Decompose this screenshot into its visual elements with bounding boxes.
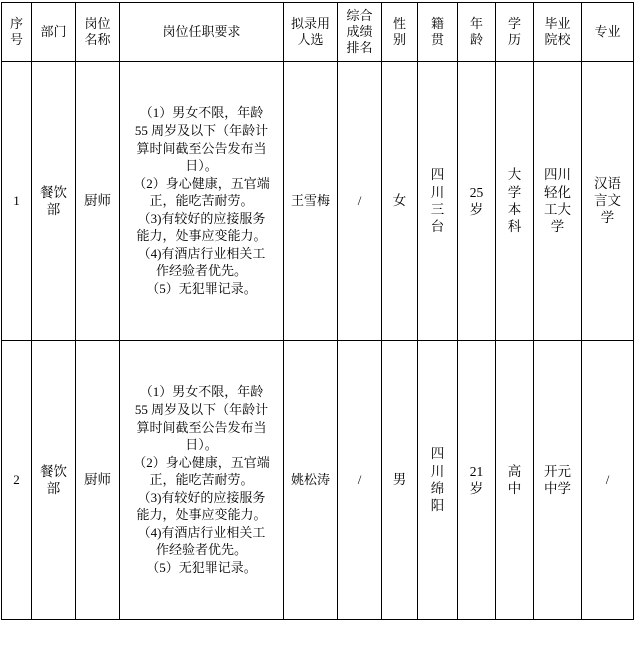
cell-rank: / (338, 341, 382, 620)
cell-index: 1 (2, 62, 32, 341)
header-origin-line-1: 籍 (430, 15, 444, 31)
cell-school-text: 四川 轻化 工大 学 (544, 167, 571, 235)
header-rank-line-2: 成绩 (346, 23, 373, 39)
header-department (32, 3, 76, 62)
cell-requirements (120, 341, 284, 620)
cell-origin-text: 四 川 三 台 (430, 167, 445, 235)
header-gender-line-1: 性 (392, 15, 406, 31)
cell-gender (382, 341, 418, 620)
header-index-line-1: 序 (9, 15, 23, 31)
requirement-line: 作经验者优先。 (155, 542, 247, 558)
recruitment-table (1, 2, 634, 620)
requirement-line: 算时间截至公告发布当 (136, 140, 267, 156)
header-candidate-line-2: 人选 (297, 32, 324, 47)
cell-age-text: 21 岁 (469, 463, 484, 496)
requirement-line: 正，能吃苦耐劳。 (149, 472, 254, 488)
requirement-line: （3)有较好的应接服务 (137, 210, 266, 226)
cell-origin (418, 62, 458, 341)
cell-school (534, 341, 582, 620)
header-gender-line-2: 别 (392, 32, 406, 47)
cell-post-text: 厨师 (84, 193, 111, 209)
cell-gender-text: 男 (392, 472, 407, 488)
requirement-line: 能力，处事应变能力。 (136, 228, 267, 244)
cell-candidate: 王雪梅 (284, 62, 338, 341)
requirement-line: 作经验者优先。 (155, 263, 247, 279)
header-index-line-2: 号 (9, 32, 23, 47)
cell-post (76, 62, 120, 341)
requirement-line: 能力，处事应变能力。 (136, 507, 267, 523)
header-school-line-1: 毕业 (544, 15, 571, 31)
requirement-line: （4)有酒店行业相关工 (137, 524, 266, 540)
header-candidate (284, 3, 338, 62)
header-rank-line-3: 排名 (346, 40, 373, 56)
header-index (2, 3, 32, 62)
header-post-line-2: 名称 (84, 32, 111, 47)
requirement-line: （1）男女不限，年龄 (139, 384, 264, 400)
cell-education (496, 62, 534, 341)
cell-department-text: 餐饮 部 (40, 184, 67, 217)
cell-gender (382, 62, 418, 341)
requirement-line: （3)有较好的应接服务 (137, 489, 266, 505)
cell-gender-text: 女 (392, 193, 407, 209)
requirement-line: （5）无犯罪记录。 (146, 280, 257, 296)
header-age-line-2: 龄 (469, 32, 483, 47)
header-department-line-1: 部门 (40, 23, 67, 39)
header-origin-line-2: 贯 (430, 32, 444, 47)
requirement-line: 正，能吃苦耐劳。 (149, 193, 254, 209)
cell-age-text: 25 岁 (469, 184, 484, 217)
cell-origin-text: 四 川 绵 阳 (430, 446, 445, 514)
header-origin (418, 3, 458, 62)
header-rank (338, 3, 382, 62)
requirement-line: （1）男女不限，年龄 (139, 105, 264, 121)
header-candidate-line-1: 拟录用 (290, 15, 330, 31)
header-education (496, 3, 534, 62)
cell-age (458, 341, 496, 620)
requirement-line: （4)有酒店行业相关工 (137, 245, 266, 261)
cell-origin (418, 341, 458, 620)
table-header-row (2, 3, 634, 62)
requirement-line: （2）身心健康，五官端 (133, 454, 270, 470)
cell-candidate: 姚松涛 (284, 341, 338, 620)
document-page (0, 2, 634, 672)
header-age (458, 3, 496, 62)
header-major (582, 3, 634, 62)
cell-department (32, 62, 76, 341)
cell-major-text: 汉语 言文 学 (594, 175, 621, 226)
requirement-line: 日）。 (185, 437, 218, 453)
requirement-line: 55 周岁及以下（年龄计 (134, 123, 269, 139)
table-row (2, 62, 634, 341)
cell-post-text: 厨师 (84, 472, 111, 488)
cell-major (582, 62, 634, 341)
cell-education-text: 高 中 (507, 463, 522, 496)
cell-age (458, 62, 496, 341)
header-school-line-2: 院校 (544, 32, 571, 47)
cell-department-text: 餐饮 部 (40, 463, 67, 496)
header-gender (382, 3, 418, 62)
cell-index: 2 (2, 341, 32, 620)
header-post-line-1: 岗位 (84, 15, 111, 31)
header-post (76, 3, 120, 62)
cell-rank: / (338, 62, 382, 341)
header-requirements (120, 3, 284, 62)
requirement-line: （5）无犯罪记录。 (146, 559, 257, 575)
header-school (534, 3, 582, 62)
header-rank-line-1: 综合 (346, 7, 373, 23)
requirement-line: 55 周岁及以下（年龄计 (134, 402, 269, 418)
requirement-line: 日）。 (185, 158, 218, 174)
header-education-line-1: 学 (507, 15, 521, 31)
header-major-line-1: 专业 (594, 23, 621, 39)
cell-department (32, 341, 76, 620)
cell-post (76, 341, 120, 620)
header-requirements-line-1: 岗位任职要求 (162, 23, 241, 39)
cell-school (534, 62, 582, 341)
cell-school-text: 开元 中学 (544, 463, 571, 496)
cell-major: / (582, 341, 634, 620)
requirement-line: （2）身心健康，五官端 (133, 175, 270, 191)
header-age-line-1: 年 (469, 15, 483, 31)
cell-education (496, 341, 534, 620)
cell-requirements (120, 62, 284, 341)
requirement-line: 算时间截至公告发布当 (136, 419, 267, 435)
header-education-line-2: 历 (507, 32, 521, 47)
table-row (2, 341, 634, 620)
cell-education-text: 大 学 本 科 (507, 167, 522, 235)
